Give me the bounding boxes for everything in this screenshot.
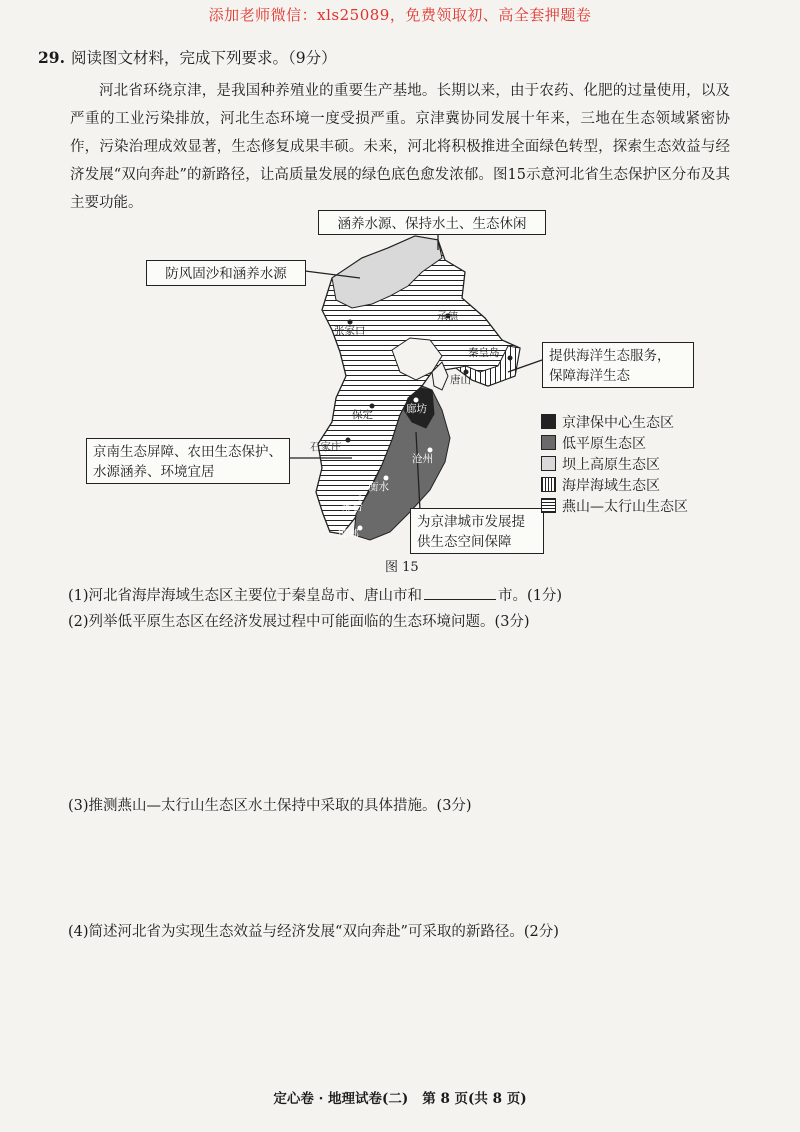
callout-right (542, 342, 694, 388)
legend-swatch-vertical-stripe (541, 477, 556, 492)
question-intro: 阅读图文材料，完成下列要求。（9分） (70, 49, 337, 67)
city-dot-qinhuangdao (508, 356, 513, 361)
city-label-cangzhou: 沧州 (412, 453, 433, 465)
callout-right-line-1: 提供海洋生态服务， (549, 348, 671, 364)
city-dot-baoding (370, 404, 375, 409)
footer-exam-title: 定心卷 · 地理试卷(二) (273, 1091, 409, 1107)
legend-label: 京津保中心生态区 (562, 414, 674, 431)
question-header (38, 46, 337, 68)
footer-page-number: 第 8 页(共 8 页) (422, 1091, 527, 1107)
city-label-hengshui: 衡水 (368, 481, 389, 493)
legend-label: 坝上高原生态区 (562, 456, 660, 473)
callout-bottom-line-1: 为京津城市发展提 (417, 514, 525, 530)
callout-right-line-2: 保障海洋生态 (549, 368, 630, 384)
watermark-banner: 添加老师微信：xls25089，免费领取初、高全套押题卷 (208, 6, 592, 24)
legend-swatch-dark (541, 414, 556, 429)
legend-label: 低平原生态区 (562, 435, 646, 452)
legend-item-coastal (541, 474, 741, 495)
city-dot-shijiazhuang (346, 438, 351, 443)
city-dot-cangzhou (428, 448, 433, 453)
legend-item-low-plain (541, 432, 741, 453)
city-dot-xingtai (358, 496, 363, 501)
legend-swatch-mid (541, 435, 556, 450)
city-label-xingtai: 邢台 (342, 501, 363, 513)
sub-question-1-suffix: 市。(1分) (498, 588, 563, 604)
city-label-handan: 邯郸 (338, 528, 359, 540)
legend-swatch-horizontal-stripe (541, 498, 556, 513)
legend-label: 海岸海域生态区 (562, 477, 660, 494)
legend-item-jingjinbao (541, 411, 741, 432)
city-label-shijiazhuang: 石家庄 (310, 441, 342, 453)
city-dot-langfang (414, 398, 419, 403)
sub-question-1-text: (1)河北省海岸海域生态区主要位于秦皇岛市、唐山市和 (68, 588, 423, 604)
legend-swatch-light (541, 456, 556, 471)
city-label-langfang: 廊坊 (406, 403, 427, 415)
callout-top: 涵养水源、保持水土、生态休闲 (318, 210, 546, 235)
sub-question-4: (4)简述河北省为实现生态效益与经济发展“双向奔赴”可采取的新路径。(2分) (68, 924, 559, 940)
city-label-chengde: 承德 (437, 311, 458, 323)
legend-label: 燕山—太行山生态区 (562, 498, 688, 515)
legend-item-bashang (541, 453, 741, 474)
callout-bottom (410, 508, 544, 554)
city-label-tangshan: 唐山 (450, 374, 471, 386)
callout-left-bottom: 京南生态屏障、农田生态保护、水源涵养、环境宜居 (86, 438, 290, 484)
city-label-baoding: 保定 (352, 409, 373, 421)
answer-blank[interactable] (424, 585, 496, 600)
city-label-qinhuangdao: 秦皇岛 (468, 347, 500, 359)
legend-item-yanshan-taihang (541, 495, 741, 516)
map-legend (541, 411, 741, 516)
sub-question-3: (3)推测燕山—太行山生态区水土保持中采取的具体措施。(3分) (68, 798, 472, 814)
page-footer (0, 1087, 800, 1107)
city-dot-hengshui (384, 476, 389, 481)
city-dot-zhangjiakou (348, 320, 353, 325)
figure-caption: 图 15 (385, 560, 419, 575)
figure-map-area (70, 200, 750, 580)
sub-question-1 (68, 584, 562, 605)
sub-question-2: (2)列举低平原生态区在经济发展过程中可能面临的生态环境问题。(3分) (68, 614, 530, 630)
question-paragraph: 河北省环绕京津，是我国种养殖业的重要生产基地。长期以来，由于农药、化肥的过量使用，以及严重的工业污染排放，河北生态环境一度受损严重。京津冀协同发展十年来，三地在生态领域紧密协作，污染治理成效显著，生态修复成果丰硕。未来，河北将积极推进全面绿色转型，探索生态效益与经济发展“双向奔赴”的新路径，让高质量发展的绿色底色愈发浓郁。图15示意河北省生态保护区分布及其主要功能。 (70, 83, 730, 211)
question-number: 29. (38, 48, 65, 67)
callout-left-top: 防风固沙和涵养水源 (146, 260, 306, 286)
callout-bottom-line-2: 供生态空间保障 (417, 534, 512, 550)
city-label-zhangjiakou: 张家口 (334, 325, 366, 337)
